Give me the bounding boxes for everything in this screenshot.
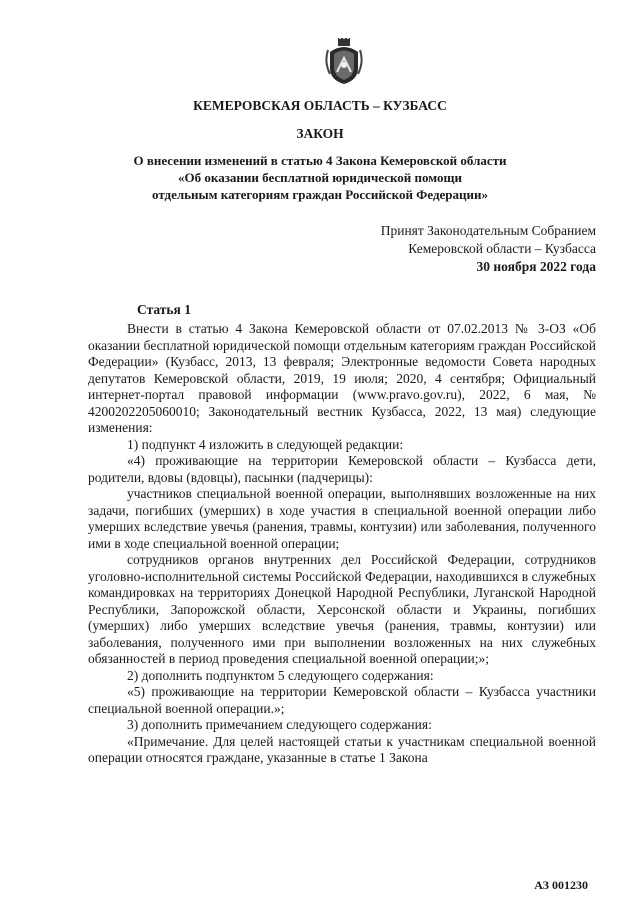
adoption-date: 30 ноября 2022 года [476,259,596,274]
article-heading: Статья 1 [137,302,191,317]
paragraph: 1) подпункт 4 изложить в следующей редакции: [127,436,404,452]
form-serial-number: АЗ 001230 [534,878,588,892]
article-body [88,321,596,767]
paragraph: «Примечание. Для целей настоящей статьи к участникам специальной военной операции относятся граждане, указанные в статье 1 Закона [88,733,596,765]
paragraph: 3) дополнить примечанием следующего содержания: [127,717,432,732]
law-title-line-3: отдельным категориям граждан Российской Федерации» [151,187,488,202]
paragraph: сотрудников органов внутренних дел Российской Федерации, сотрудников уголовно-исполнительной системы Российской Федерации, находившихся в служебных командировках на территориях Донецкой Народной Республики, Луганской Народной Республики, Запорожской области, Херсонской области и Украины, погибших (умерших) либо умерших вследствие увечья (ранения, травмы, контузии) или заболевания, полученного ими при выполнении возложенных на них служебных обязанностей в период проведения специальной военной операции;»; [88,552,596,666]
paragraph: Внести в статью 4 Закона Кемеровской области от 07.02.2013 № 3-ОЗ «Об оказании бесплатной юридической помощи отдельным категориям граждан Российской Федерации» (Кузбасс, 2013, 13 февраля; Электронные ведомости Совета народных депутатов Кемеровской области, 2019, 19 июля; 2020, 4 сентября; Официальный интернет-портал правовой информации (www.pravo.gov.ru), 2022, 6 мая, № 4200202205060010; Законодательный вестник Кузбасса, 2022, 13 мая) следующие изменения: [88,321,596,435]
paragraph: участников специальной военной операции, выполнявших возложенные на них задачи, погибших (умерших) в ходе участия в специальной военной операции либо умерших вследствие увечья (ранения, травмы, контузии) или заболевания, полученного ими в ходе специальной военной операции; [88,486,596,551]
region-name: КЕМЕРОВСКАЯ ОБЛАСТЬ – КУЗБАСС [193,98,447,113]
adoption-block [381,222,596,276]
document-type: ЗАКОН [296,126,344,141]
paragraph: 2) дополнить подпунктом 5 следующего содержания: [127,667,434,683]
adoption-line-2: Кемеровской области – Кузбасса [408,241,596,256]
adoption-line-1: Принят Законодательным Собранием [380,223,596,238]
law-title-line-2: «Об оказании бесплатной юридической помощи [178,170,462,185]
paragraph: «5) проживающие на территории Кемеровской области – Кузбасса участники специальной военной операции.»; [88,684,596,716]
paragraph: «4) проживающие на территории Кемеровской области – Кузбасса дети, родители, вдовы (вдовцы), пасынки (падчерицы): [88,453,596,485]
coat-of-arms-emblem [324,38,364,86]
law-title-line-1: О внесении изменений в статью 4 Закона Кемеровской области [133,153,507,168]
